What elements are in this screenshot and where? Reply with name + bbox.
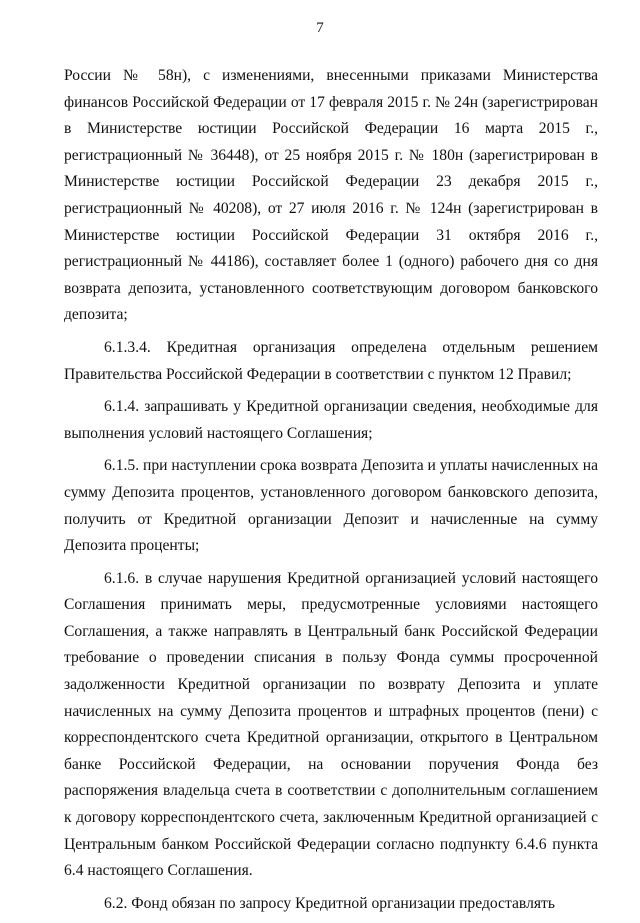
- paragraph-6-1-5: 6.1.5. при наступлении срока возврата Депозита и уплаты начисленных на сумму Депозита процентов, установленного договором банковского депозита, получить от Кредитной организации Депозит и начисленные на сумму Депозита проценты;: [64, 457, 599, 555]
- paragraph-continuation: России № 58н), с изменениями, внесенными приказами Министерства финансов Российской Федерации от 17 февраля 2015 г. № 24н (зарегистрирован в Министерстве юстиции Российской Федерации 16 марта 2015 г., регистрационный № 36448), от 25 ноября 2015 г. № 180н (зарегистрирован в Министерстве юстиции Российской Федерации 23 декабря 2015 г., регистрационный № 40208), от 27 июля 2016 г. № 124н (зарегистрирован в Министерстве юстиции Российской Федерации 31 октября 2016 г., регистрационный № 44186), составляет более 1 (одного) рабочего дня со дня возврата депозита, установленного соответствующим договором банковского депозита;: [64, 67, 598, 324]
- paragraph-6-2: 6.2. Фонд обязан по запросу Кредитной организации предоставлять: [104, 894, 555, 912]
- document-body: [64, 63, 598, 923]
- paragraph-6-1-4: 6.1.4. запрашивать у Кредитной организации сведения, необходимые для выполнения условий настоящего Соглашения;: [64, 398, 598, 442]
- paragraph-6-1-6: 6.1.6. в случае нарушения Кредитной организацией условий настоящего Соглашения принимать меры, предусмотренные условиями настоящего Соглашения, а также направлять в Центральный банк Российской Федерации требование о проведении списания в пользу Фонда суммы просроченной задолженности Кредитной организации по возврату Депозита и уплате начисленных на сумму Депозита процентов и штрафных процентов (пени) с корреспондентского счета Кредитной организации, открытого в Центральном банке Российской Федерации, на основании поручения Фонда без распоряжения владельца счета в соответствии с дополнительным соглашением к договору корреспондентского счета, заключенным Кредитной организацией с Центральным банком Российской Федерации согласно подпункту 6.4.6 пункта 6.4 настоящего Соглашения.: [64, 569, 598, 880]
- page-number: 7: [316, 20, 324, 36]
- paragraph-6-1-3-4: 6.1.3.4. Кредитная организация определена отдельным решением Правительства Российской Федерации в соответствии с пунктом 12 Правил;: [64, 338, 598, 383]
